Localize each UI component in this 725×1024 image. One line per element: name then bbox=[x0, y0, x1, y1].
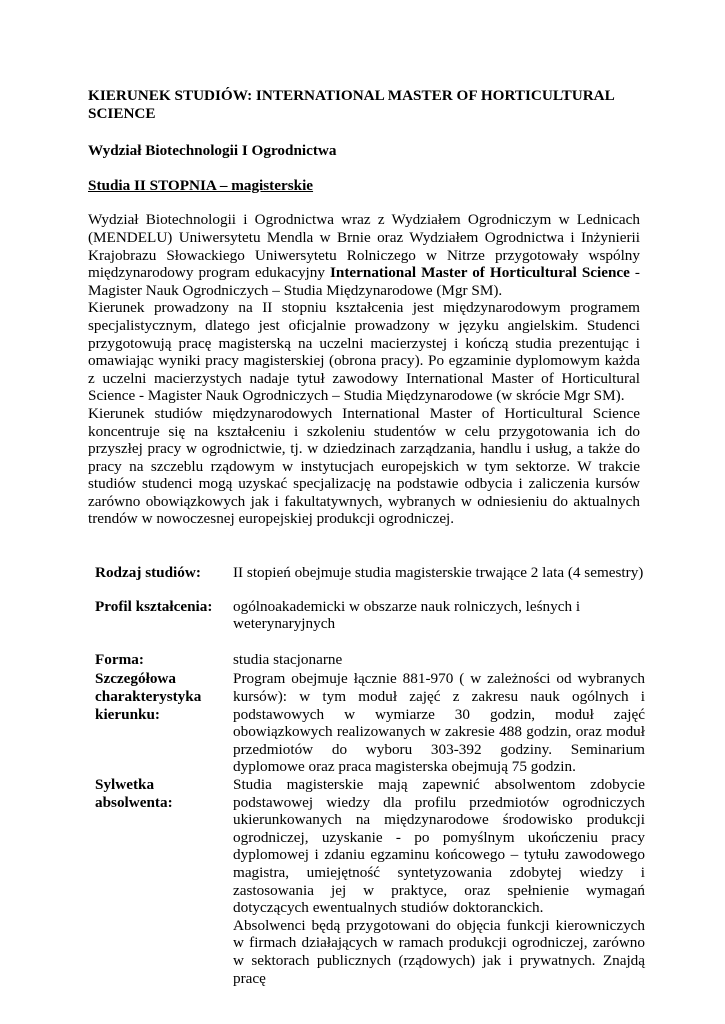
table-row-charakterystyka bbox=[88, 670, 645, 776]
sylwetka-paragraph-1: Studia magisterskie mają zapewnić absolwentom zdobycie podstawowej wiedzy dla profilu przedmiotów ogrodniczych ukierunkowanych na międzynarodowe środowisko produkcji ogrodniczej, uzyskanie - po pomyślnym ukończeniu pracy dyplomowej i zdaniu egzaminu końcowego – tytułu zawodowego magistra, umiejętność syntetyzowania zdobytej wiedzy i zastosowania jej w praktyce, oraz spełnienie wymagań dotyczących ewentualnych studiów doktoranckich. bbox=[233, 776, 645, 917]
intro-paragraph-2: Kierunek prowadzony na II stopniu kształcenia jest międzynarodowym programem specjalistycznym, dlatego jest oficjalnie prowadzony w języku angielskim. Studenci przygotowują pracę magisterską na uczelni macierzystej i kończą studia prezentując i omawiając wyniki pracy magisterskiej (obrona pracy). Po egzaminie dyplomowym każda z uczelni macierzystych nadaje tytuł zawodowy International Master of Horticultural Science - Magister Nauk Ogrodniczych – Studia Międzynarodowe (w skrócie Mgr SM). bbox=[88, 299, 640, 405]
sylwetka-label: Sylwetka absolwenta: bbox=[95, 776, 173, 811]
program-name-bold: International Master of Horticultural Science bbox=[329, 264, 630, 282]
sylwetka-value bbox=[233, 776, 645, 987]
intro-paragraph-1-text-a: Wydział Biotechnologii i Ogrodnictwa wraz z Wydziałem Ogrodniczym w Lednicach (MENDELU) Uniwersytetu Mendla w Brnie oraz Wydziałem Ogrodnictwa i Inżynierii Krajobrazu Słowackiego Uniwersytetu Rolniczego w Nitrze przygotowały wspólny międzynarodowy program edukacyjny bbox=[88, 211, 640, 282]
table-row-rodzaj bbox=[88, 564, 645, 598]
study-level-heading: Studia II STOPNIA – magisterskie bbox=[88, 176, 314, 194]
forma-value: studia stacjonarne bbox=[233, 650, 343, 668]
charakterystyka-label: Szczegółowa charakterystyka kierunku: bbox=[95, 670, 202, 723]
study-info-table bbox=[88, 564, 645, 987]
table-row-profil bbox=[88, 598, 645, 651]
sylwetka-paragraph-2: Absolwenci będą przygotowani do objęcia funkcji kierowniczych w firmach działających w ramach produkcji ogrodniczej, zarówno w sektorach publicznych (rządowych) jak i prywatnych. Znajdą pracę bbox=[233, 916, 645, 987]
table-row-forma bbox=[88, 651, 645, 671]
charakterystyka-value: Program obejmuje łącznie 881-970 ( w zależności od wybranych kursów): w tym moduł zajęć z zakresu nauk ogólnych i podstawowych w wymiarze 30 godzin, moduł zajęć obowiązkowych realizowanych w zakresie 488 godzin, oraz moduł przedmiotów do wyboru 303-392 godziny. Seminarium dyplomowe oraz praca magisterska obejmują 75 godzin. bbox=[233, 670, 645, 776]
profil-value: ogólnoakademicki w obszarze nauk rolniczych, leśnych i weterynaryjnych bbox=[233, 597, 581, 633]
forma-label: Forma: bbox=[95, 650, 144, 668]
intro-paragraph-1 bbox=[88, 211, 640, 299]
rodzaj-label: Rodzaj studiów: bbox=[95, 564, 201, 582]
faculty-heading: Wydział Biotechnologii I Ogrodnictwa bbox=[88, 142, 337, 160]
rodzaj-value: II stopień obejmuje studia magisterskie trwające 2 lata (4 semestry) bbox=[233, 564, 644, 582]
intro-paragraph-1-text-b: - Magister Nauk Ogrodniczych – Studia Międzynarodowe (Mgr SM). bbox=[88, 264, 640, 299]
document-title: KIERUNEK STUDIÓW: INTERNATIONAL MASTER OF HORTICULTURAL SCIENCE bbox=[88, 87, 614, 122]
intro-paragraph-3: Kierunek studiów międzynarodowych International Master of Horticultural Science koncentruje się na kształceniu i szkoleniu studentów w celu przygotowania ich do przyszłej pracy w ogrodnictwie, tj. w dziedzinach zarządzania, handlu i usług, a także do pracy na szczeblu rządowym w instytucjach europejskich w tym sektorze. W trakcie studiów studenci mogą uzyskać specjalizację na podstawie odbycia i zaliczenia kursów zarówno obowiązkowych jak i fakultatywnych, wybranych w odniesieniu do aktualnych trendów w nowoczesnej europejskiej produkcji ogrodniczej. bbox=[88, 404, 640, 528]
document-page bbox=[88, 87, 645, 987]
table-row-sylwetka bbox=[88, 776, 645, 987]
profil-label: Profil kształcenia: bbox=[95, 597, 213, 615]
